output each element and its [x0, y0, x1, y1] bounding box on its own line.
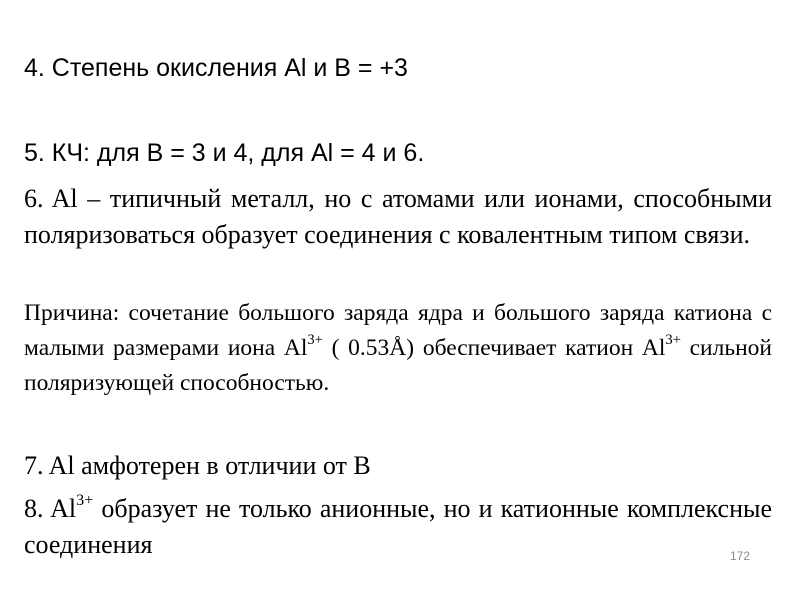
reason-paragraph [24, 296, 772, 401]
reason-text-3: сильной поляризующей способностью. [24, 335, 772, 396]
reason-text-1: Причина: сочетание большого заряда ядра и большого заряда катиона с малыми размерами иона Al [24, 300, 772, 361]
point-5-coordination-number: 5. КЧ: для B = 3 и 4, для Al = 4 и 6. [24, 139, 425, 167]
point-8-complex-compounds [24, 491, 772, 563]
page-number: 172 [729, 549, 750, 563]
point-4-oxidation-state: 4. Степень окисления Al и B = +3 [24, 54, 408, 82]
point-6-al-typical-metal: 6. Al – типичный металл, но с атомами или ионами, способными поляризоваться образует соединения с ковалентным типом связи. [24, 184, 772, 249]
charge-superscript: 3+ [76, 491, 94, 509]
point-7-amphoteric: 7. Al амфотерен в отличии от B [24, 451, 371, 480]
point-8-text-1: 8. Al [24, 494, 77, 523]
charge-superscript: 3+ [307, 332, 323, 348]
point-8-text-2: образует не только анионные, но и катионные комплексные соединения [24, 494, 772, 559]
reason-text-2: ( 0.53Å) обеспечивает катион Al [322, 335, 666, 361]
charge-superscript: 3+ [665, 332, 681, 348]
